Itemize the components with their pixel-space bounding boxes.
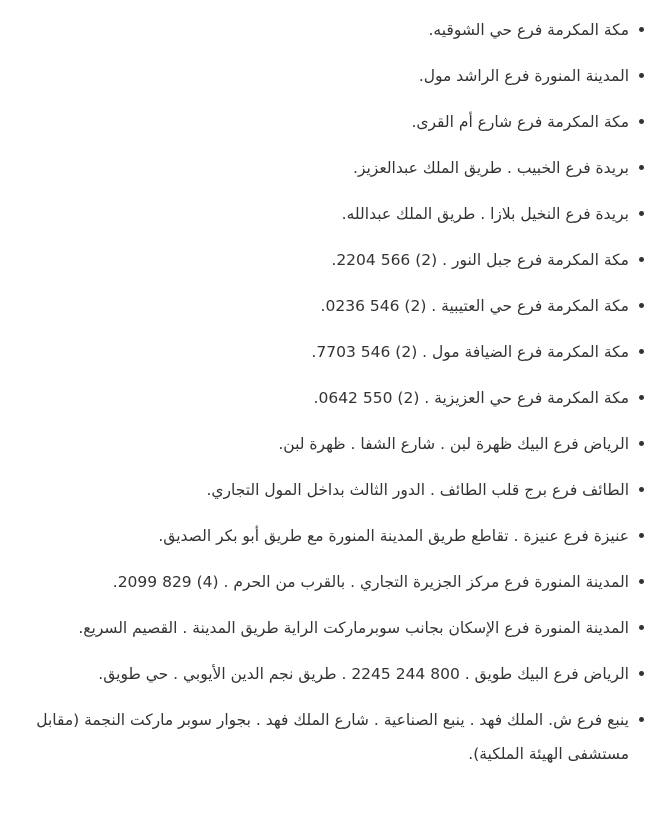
branch-text: المدينة المنورة فرع الإسكان بجانب سوبرماركت الراية طريق المدينة . القصيم السريع. <box>78 619 629 637</box>
branch-text: مكة المكرمة فرع الضيافة مول . (2) 546 7703. <box>311 343 629 361</box>
branch-text: المدينة المنورة فرع مركز الجزيرة التجاري . بالقرب من الحرم . (4) 829 2099. <box>112 573 629 591</box>
bullet-icon <box>639 211 644 216</box>
bullet-icon <box>639 395 644 400</box>
branch-text: الطائف فرع برج قلب الطائف . الدور الثالث بداخل المول التجاري. <box>206 481 629 499</box>
list-item <box>6 697 646 777</box>
list-item <box>6 99 646 145</box>
list-item <box>6 191 646 237</box>
branch-text: الرياض فرع البيك ظهرة لبن . شارع الشفا . ظهرة لبن. <box>278 435 629 453</box>
bullet-icon <box>639 717 644 722</box>
bullet-icon <box>639 349 644 354</box>
branch-text: بريدة فرع الخبيب . طريق الملك عبدالعزيز. <box>353 159 629 177</box>
branch-text: مكة المكرمة فرع حي الشوقيه. <box>428 21 629 39</box>
branch-text: المدينة المنورة فرع الراشد مول. <box>418 67 629 85</box>
bullet-icon <box>639 671 644 676</box>
bullet-icon <box>639 165 644 170</box>
bullet-icon <box>639 487 644 492</box>
bullet-icon <box>639 257 644 262</box>
branch-text: مكة المكرمة فرع جبل النور . (2) 566 2204. <box>331 251 629 269</box>
list-item <box>6 283 646 329</box>
bullet-icon <box>639 303 644 308</box>
list-item <box>6 329 646 375</box>
bullet-icon <box>639 441 644 446</box>
bullet-icon <box>639 579 644 584</box>
list-item <box>6 375 646 421</box>
list-item <box>6 513 646 559</box>
list-item <box>6 467 646 513</box>
bullet-icon <box>639 533 644 538</box>
branch-text: عنيزة فرع عنيزة . تقاطع طريق المدينة المنورة مع طريق أبو بكر الصديق. <box>158 527 629 545</box>
branch-text: الرياض فرع البيك طويق . 800 244 2245 . طريق نجم الدين الأيوبي . حي طويق. <box>98 665 629 683</box>
branch-text: بريدة فرع النخيل بلازا . طريق الملك عبدالله. <box>341 205 629 223</box>
branch-text: مكة المكرمة فرع حي العتيبية . (2) 546 0236. <box>320 297 629 315</box>
list-item <box>6 605 646 651</box>
list-item <box>6 145 646 191</box>
list-item <box>6 651 646 697</box>
branch-text: ينبع فرع ش. الملك فهد . ينبع الصناعية . شارع الملك فهد . بجوار سوبر ماركت النجمة (مقابل مستشفى الهيئة الملكية). <box>36 711 629 763</box>
list-item <box>6 421 646 467</box>
branch-text: مكة المكرمة فرع شارع أم القرى. <box>411 113 629 131</box>
bullet-icon <box>639 119 644 124</box>
list-item <box>6 237 646 283</box>
branch-text: مكة المكرمة فرع حي العزيزية . (2) 550 0642. <box>313 389 629 407</box>
bullet-icon <box>639 27 644 32</box>
bullet-icon <box>639 625 644 630</box>
bullet-icon <box>639 73 644 78</box>
list-item <box>6 7 646 53</box>
list-item <box>6 559 646 605</box>
list-item <box>6 53 646 99</box>
